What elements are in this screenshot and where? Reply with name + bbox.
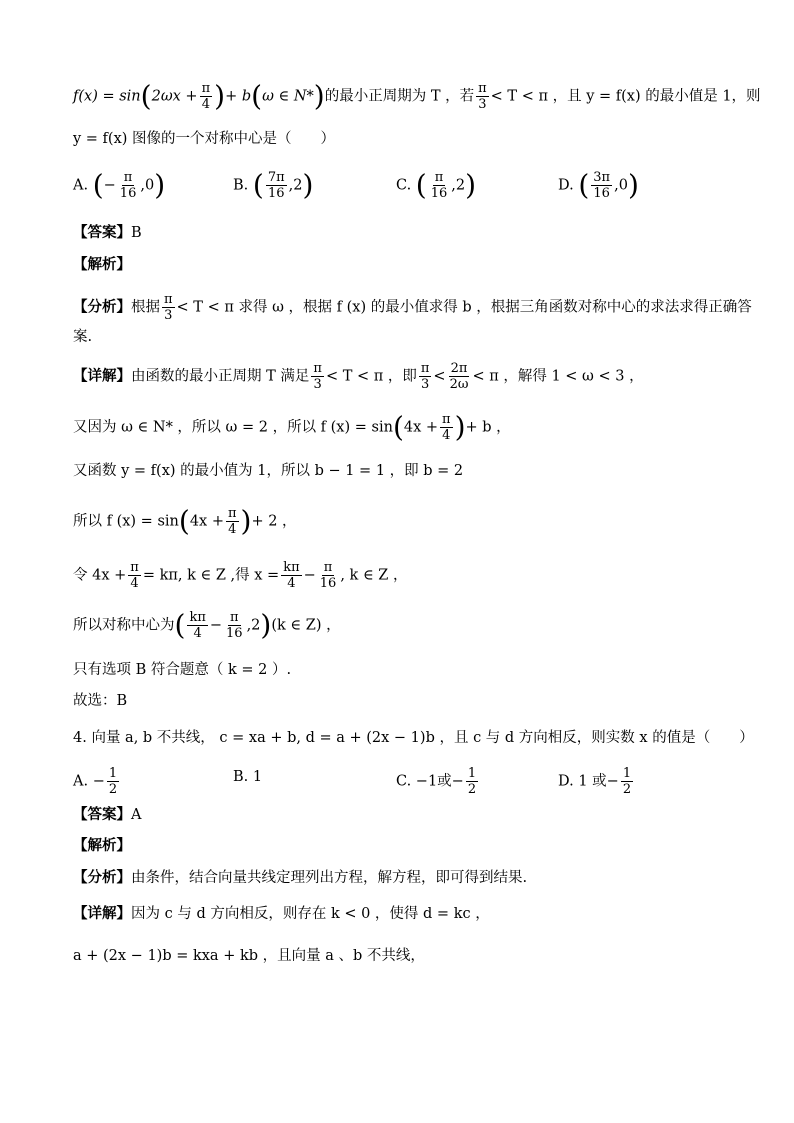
q3-detail-line5: 令 4x + $\frac{\pi}{4}$ = kπ, k ∈ Z ,得 x = $\frac{k\pi}{4}$ − $\frac{\pi}{16}$ , k ∈ Z ， (73, 560, 408, 591)
q3-detail-line3: 又函数 y = f(x) 的最小值为 1，所以 b − 1 = 1 ，即 b = 2 (73, 463, 464, 479)
q3-option-c: C. ( $\frac{\pi}{16}$ ,2) (396, 168, 477, 202)
q4-analysis-heading: 【解析】 (73, 838, 131, 854)
q3-fenxi: 【分析】根据 $\frac{\pi}{3}$ < T < π 求得 ω ，根据 f (x) 的最小值求得 b ，根据三角函数对称中心的求法求得正确答 (73, 292, 752, 323)
q3-detail-line4: 所以 f (x) = sin(4x + $\frac{\pi}{4}$ )+ 2 ， (73, 504, 297, 538)
q4-option-c: C. −1或− $\frac{1}{2}$ (396, 766, 477, 797)
q3-answer: 【答案】B (73, 225, 142, 241)
q3-option-d: D. ( $\frac{3\pi}{16}$ ,0) (558, 168, 639, 202)
q3-analysis-heading: 【解析】 (73, 257, 131, 273)
q4-answer: 【答案】A (73, 807, 142, 823)
q4-stem: 4. 向量 a, b 不共线， c = xa + b, d = a + (2x − 1)b ，且 c 与 d 方向相反，则实数 x 的值是（ ） (73, 730, 754, 746)
q4-option-b: B. 1 (233, 769, 263, 785)
q4-detail-line2: a + (2x − 1)b = kxa + kb ，且向量 a 、b 不共线， (73, 948, 425, 964)
q3-detail-line6: 所以对称中心为( $\frac{k\pi}{4}$ − $\frac{\pi}{16}$ ,2)(k ∈ Z) ， (73, 608, 341, 642)
q4-detail-line1: 【详解】因为 c 与 d 方向相反，则存在 k < 0 ，使得 d = kc ， (73, 906, 490, 922)
q3-detail-line1: 【详解】由函数的最小正周期 T 满足 $\frac{\pi}{3}$ < T < π ，即 $\frac{\pi}{3}$ < $\frac{2\pi}{2\omega}$ < π ，解得 1 < ω < 3 ， (73, 361, 644, 392)
q4-option-a: A. − $\frac{1}{2}$ (73, 766, 118, 797)
q3-fenxi-cont: 案. (73, 329, 93, 345)
q3-detail-line8: 故选：B (73, 693, 128, 709)
q3-stem-line1: f(x) = sin(2ωx + $\frac{\pi}{4}$ )+ b(ω ∈ N*)的最小正周期为 T ，若 $\frac{\pi}{3}$ < T < π ，且 y = f(x) 的最小值是 1，则 (73, 79, 761, 113)
q4-fenxi: 【分析】由条件，结合向量共线定理列出方程，解方程，即可得到结果. (73, 870, 528, 886)
q3-option-b: B. ( $\frac{7\pi}{16}$ ,2) (233, 168, 314, 202)
q3-stem-line2: y = f(x) 图像的一个对称中心是（ ） (73, 131, 336, 147)
q4-option-d: D. 1 或− $\frac{1}{2}$ (558, 766, 632, 797)
q3-option-a: A. (− $\frac{\pi}{16}$ ,0) (73, 168, 166, 202)
q3-detail-line7: 只有选项 B 符合题意（ k = 2 ）. (73, 662, 292, 678)
q3-detail-line2: 又因为 ω ∈ N* ，所以 ω = 2 ，所以 f (x) = sin(4x + $\frac{\pi}{4}$ )+ b ， (73, 410, 511, 444)
